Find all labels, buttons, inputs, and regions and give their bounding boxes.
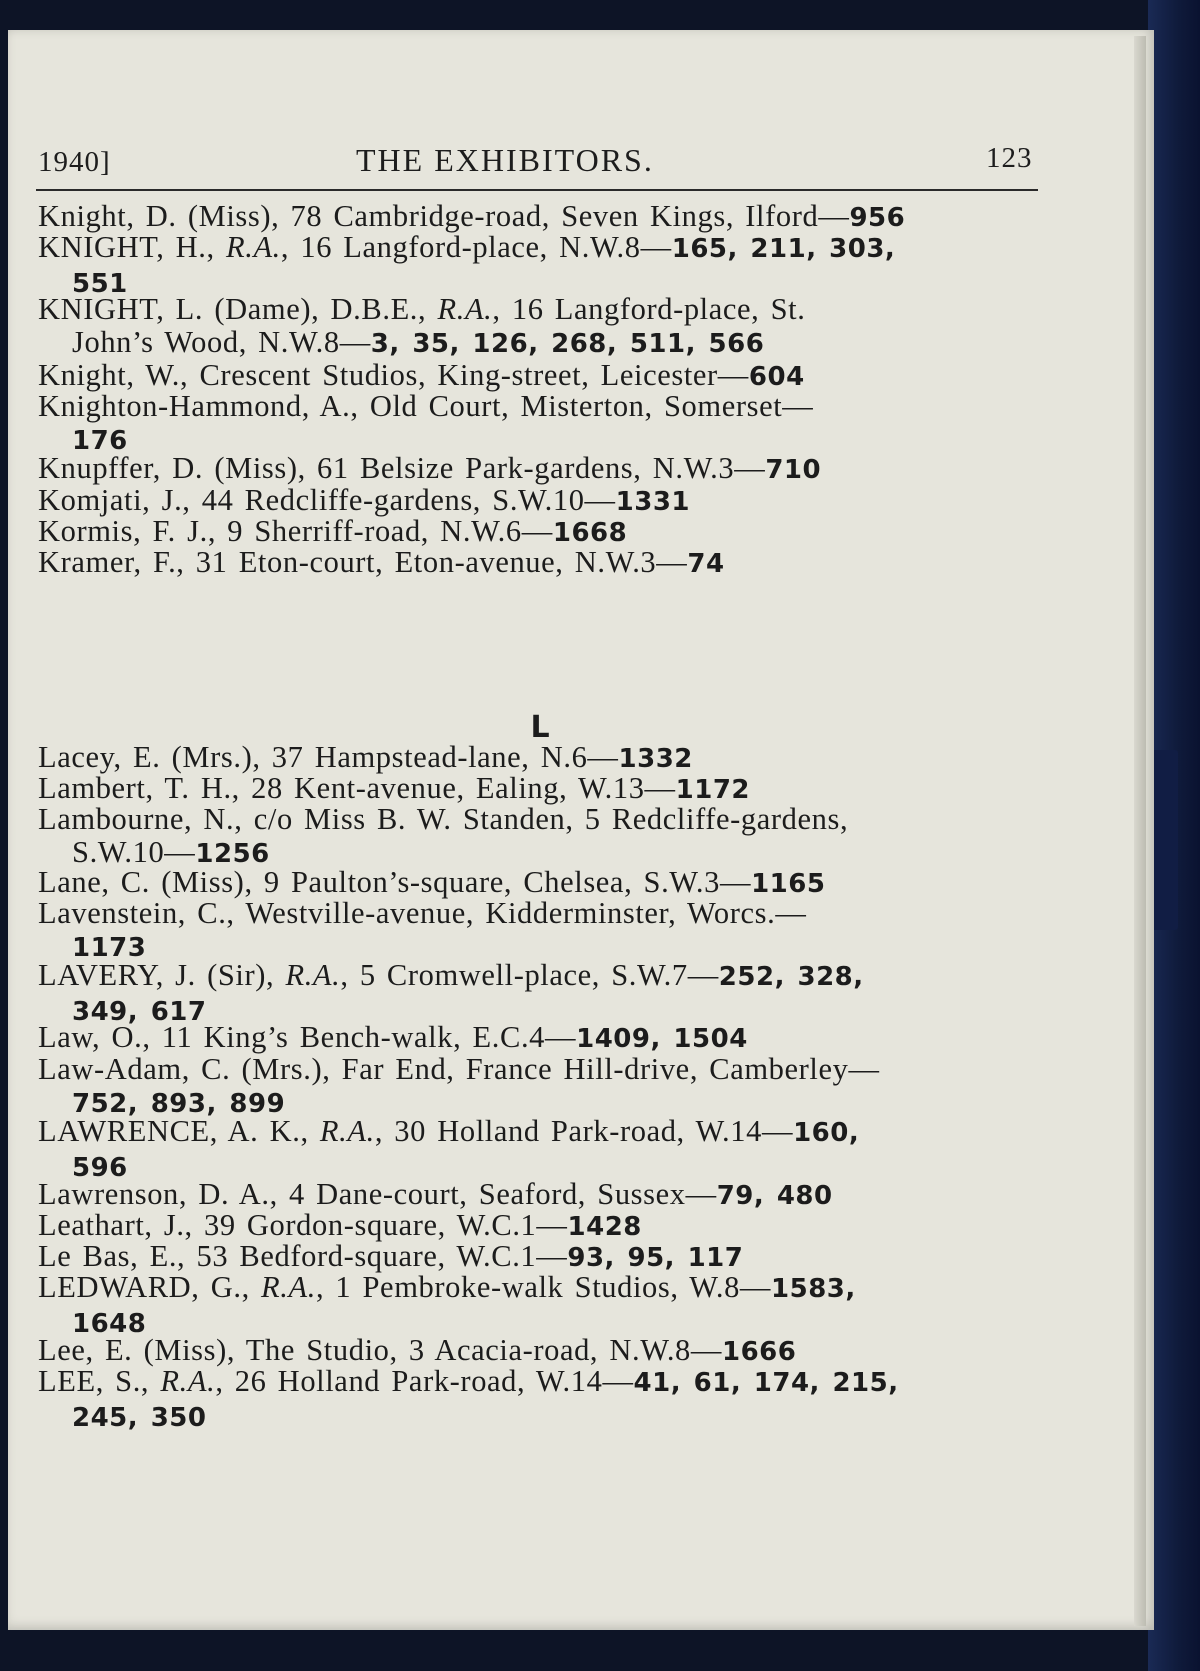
entry-first-line bbox=[38, 1239, 743, 1273]
exhibitor-address: 78 Cambridge-road, Seven Kings, Ilford— bbox=[279, 199, 850, 233]
catalogue-numbers: 710 bbox=[765, 455, 822, 485]
exhibitor-address: , 30 Holland Park-road, W.14— bbox=[374, 1114, 794, 1148]
catalogue-numbers: 176 bbox=[72, 426, 128, 456]
exhibitor-entry bbox=[38, 1053, 1040, 1121]
continuation-address: John’s Wood, N.W.8— bbox=[72, 325, 371, 359]
continuation-address: S.W.10— bbox=[72, 835, 196, 869]
entry-continuation bbox=[38, 1400, 1040, 1435]
exhibitor-entry bbox=[38, 897, 1040, 965]
catalogue-numbers: 752, 893, 899 bbox=[72, 1089, 286, 1119]
entry-first-line bbox=[38, 1208, 642, 1242]
catalogue-numbers: 1332 bbox=[618, 744, 693, 774]
entry-first-line bbox=[38, 1364, 899, 1398]
exhibitor-address: Old Court, Misterton, Somerset— bbox=[358, 389, 814, 423]
exhibitor-name: Lawrenson, D. A., bbox=[38, 1177, 278, 1211]
exhibitor-name: Kormis, F. J., bbox=[38, 514, 217, 548]
exhibitor-address: c/o Miss B. W. Standen, 5 Redcliffe-gardens, bbox=[242, 802, 849, 836]
entry-first-line bbox=[38, 389, 813, 423]
entry-first-line bbox=[38, 483, 690, 517]
catalogue-numbers: 1331 bbox=[615, 487, 691, 517]
exhibitor-entry bbox=[38, 1365, 1040, 1435]
entry-first-line bbox=[38, 1333, 796, 1367]
exhibitor-address: 31 Eton-court, Eton-avenue, N.W.3— bbox=[184, 545, 688, 579]
ra-title: R.A. bbox=[437, 292, 493, 326]
entry-first-line bbox=[38, 230, 895, 264]
exhibitor-entry bbox=[38, 803, 1040, 871]
spine-band bbox=[1150, 750, 1178, 930]
exhibitor-name: Lane, C. (Miss), bbox=[38, 865, 253, 899]
page-number: 123 bbox=[986, 142, 1033, 174]
catalogue-numbers: 1256 bbox=[195, 839, 270, 869]
exhibitor-entry bbox=[38, 1115, 1040, 1185]
ra-title: R.A. bbox=[160, 1364, 216, 1398]
entry-first-line bbox=[38, 451, 821, 485]
exhibitor-entry bbox=[38, 390, 1040, 458]
exhibitor-address: Westville-avenue, Kidderminster, Worcs.— bbox=[234, 896, 807, 930]
catalogue-numbers: 604 bbox=[748, 362, 805, 392]
catalogue-numbers: 3, 35, 126, 268, 511, 566 bbox=[370, 329, 765, 359]
exhibitor-name: LAWRENCE, A. K., bbox=[38, 1114, 320, 1148]
exhibitor-name: Law-Adam, C. (Mrs.), bbox=[38, 1052, 331, 1086]
exhibitor-name: LAVERY, J. (Sir), bbox=[38, 958, 286, 992]
catalogue-numbers: 956 bbox=[849, 203, 906, 233]
entry-first-line bbox=[38, 1114, 859, 1148]
exhibitor-name: LEE, S., bbox=[38, 1364, 161, 1398]
catalogue-numbers: 1173 bbox=[72, 933, 147, 963]
entry-first-line bbox=[38, 865, 825, 899]
entry-first-line bbox=[38, 1020, 748, 1054]
exhibitor-name: Lambert, T. H., bbox=[38, 771, 240, 805]
exhibitor-address: , 16 Langford-place, St. bbox=[492, 292, 806, 326]
catalogue-numbers: 93, 95, 117 bbox=[567, 1243, 744, 1273]
catalogue-numbers: 160, bbox=[793, 1118, 860, 1148]
exhibitor-entry bbox=[38, 1021, 1040, 1056]
exhibitor-name: KNIGHT, H., bbox=[38, 230, 226, 264]
catalogue-numbers: 1428 bbox=[567, 1212, 642, 1242]
exhibitor-name: Komjati, J., bbox=[38, 483, 191, 517]
running-head-year: 1940] bbox=[38, 146, 111, 178]
entry-first-line bbox=[38, 896, 806, 930]
catalogue-numbers: 349, 617 bbox=[72, 997, 207, 1027]
entry-first-line bbox=[38, 358, 805, 392]
catalogue-numbers: 74 bbox=[687, 549, 725, 579]
exhibitor-address: , 26 Holland Park-road, W.14— bbox=[215, 1364, 634, 1398]
exhibitor-entry bbox=[38, 546, 1040, 581]
exhibitor-address: 44 Redcliffe-gardens, S.W.10— bbox=[190, 483, 616, 517]
exhibitor-address: 53 Bedford-square, W.C.1— bbox=[185, 1239, 568, 1273]
catalogue-numbers: 1668 bbox=[552, 518, 628, 548]
entry-first-line bbox=[38, 1177, 833, 1211]
entry-first-line bbox=[38, 292, 805, 326]
exhibitor-name: Le Bas, E., bbox=[38, 1239, 186, 1273]
exhibitor-name: Knight, W., bbox=[38, 358, 189, 392]
exhibitor-address: , 16 Langford-place, N.W.8— bbox=[280, 230, 672, 264]
exhibitor-name: Knight, D. (Miss), bbox=[38, 199, 280, 233]
exhibitor-name: KNIGHT, L. (Dame), D.B.E., bbox=[38, 292, 438, 326]
catalogue-numbers: 1666 bbox=[722, 1337, 797, 1367]
catalogue-numbers: 245, 350 bbox=[72, 1403, 207, 1433]
entry-first-line bbox=[38, 1052, 880, 1086]
exhibitor-name: Lavenstein, C., bbox=[38, 896, 235, 930]
ra-title: R.A. bbox=[285, 958, 341, 992]
entry-first-line bbox=[38, 514, 627, 548]
entry-first-line bbox=[38, 958, 864, 992]
page-edge bbox=[1134, 36, 1146, 1626]
exhibitor-entry bbox=[38, 231, 1040, 301]
exhibitor-address: Far End, France Hill-drive, Camberley— bbox=[330, 1052, 880, 1086]
entry-first-line bbox=[38, 771, 750, 805]
catalogue-numbers: 252, 328, bbox=[718, 962, 864, 992]
catalogue-numbers: 79, 480 bbox=[716, 1181, 833, 1211]
exhibitor-name: Leathart, J., bbox=[38, 1208, 193, 1242]
exhibitor-name: Knupffer, D. (Miss), bbox=[38, 451, 306, 485]
catalogue-numbers: 551 bbox=[72, 269, 128, 299]
entry-first-line bbox=[38, 740, 693, 774]
exhibitor-name: Knighton-Hammond, A., bbox=[38, 389, 359, 423]
exhibitor-name: Lacey, E. (Mrs.), bbox=[38, 740, 261, 774]
catalogue-numbers: 1648 bbox=[72, 1309, 147, 1339]
exhibitor-entry bbox=[38, 959, 1040, 1029]
exhibitor-name: LEDWARD, G., bbox=[38, 1270, 262, 1304]
exhibitor-address: 9 Sherriff-road, N.W.6— bbox=[216, 514, 553, 548]
exhibitor-address: Crescent Studios, King-street, Leicester— bbox=[188, 358, 749, 392]
exhibitor-address: 28 Kent-avenue, Ealing, W.13— bbox=[239, 771, 676, 805]
exhibitor-address: The Studio, 3 Acacia-road, N.W.8— bbox=[235, 1333, 722, 1367]
catalogue-numbers: 41, 61, 174, 215, bbox=[633, 1368, 899, 1398]
exhibitor-entry bbox=[38, 1271, 1040, 1341]
entry-first-line bbox=[38, 545, 725, 579]
entry-first-line bbox=[38, 1270, 856, 1304]
exhibitor-address: 9 Paulton’s-square, Chelsea, S.W.3— bbox=[252, 865, 752, 899]
exhibitor-entry bbox=[38, 293, 1040, 361]
catalogue-numbers: 1165 bbox=[751, 869, 826, 899]
ra-title: R.A. bbox=[319, 1114, 375, 1148]
section-letter: L bbox=[530, 710, 550, 745]
catalogue-numbers: 165, 211, 303, bbox=[671, 234, 896, 264]
entry-first-line bbox=[38, 802, 848, 836]
ra-title: R.A. bbox=[261, 1270, 316, 1304]
exhibitor-address: 39 Gordon-square, W.C.1— bbox=[192, 1208, 568, 1242]
exhibitor-address: 61 Belsize Park-gardens, N.W.3— bbox=[305, 451, 766, 485]
catalogue-numbers: 1583, bbox=[771, 1274, 856, 1304]
catalogue-numbers: 1409, 1504 bbox=[576, 1024, 748, 1054]
exhibitor-name: Lee, E. (Miss), bbox=[38, 1333, 236, 1367]
entry-first-line bbox=[38, 199, 905, 233]
exhibitor-address: , 1 Pembroke-walk Studios, W.8— bbox=[315, 1270, 772, 1304]
exhibitor-address: 11 King’s Bench-walk, E.C.4— bbox=[150, 1020, 577, 1054]
exhibitor-address: , 5 Cromwell-place, S.W.7— bbox=[340, 958, 719, 992]
ra-title: R.A. bbox=[225, 230, 281, 264]
catalogue-numbers: 1172 bbox=[675, 775, 751, 805]
exhibitor-address: 4 Dane-court, Seaford, Sussex— bbox=[277, 1177, 717, 1211]
exhibitor-name: Kramer, F., bbox=[38, 545, 185, 579]
entry-continuation bbox=[38, 326, 1040, 361]
header-rule bbox=[36, 189, 1038, 191]
exhibitor-name: Law, O., bbox=[38, 1020, 151, 1054]
catalogue-numbers: 596 bbox=[72, 1153, 128, 1183]
running-head bbox=[38, 142, 1038, 186]
exhibitor-entry bbox=[38, 452, 1040, 487]
exhibitor-address: 37 Hampstead-lane, N.6— bbox=[260, 740, 619, 774]
running-head-title: THE EXHIBITORS. bbox=[356, 142, 654, 178]
exhibitor-name: Lambourne, N., bbox=[38, 802, 243, 836]
